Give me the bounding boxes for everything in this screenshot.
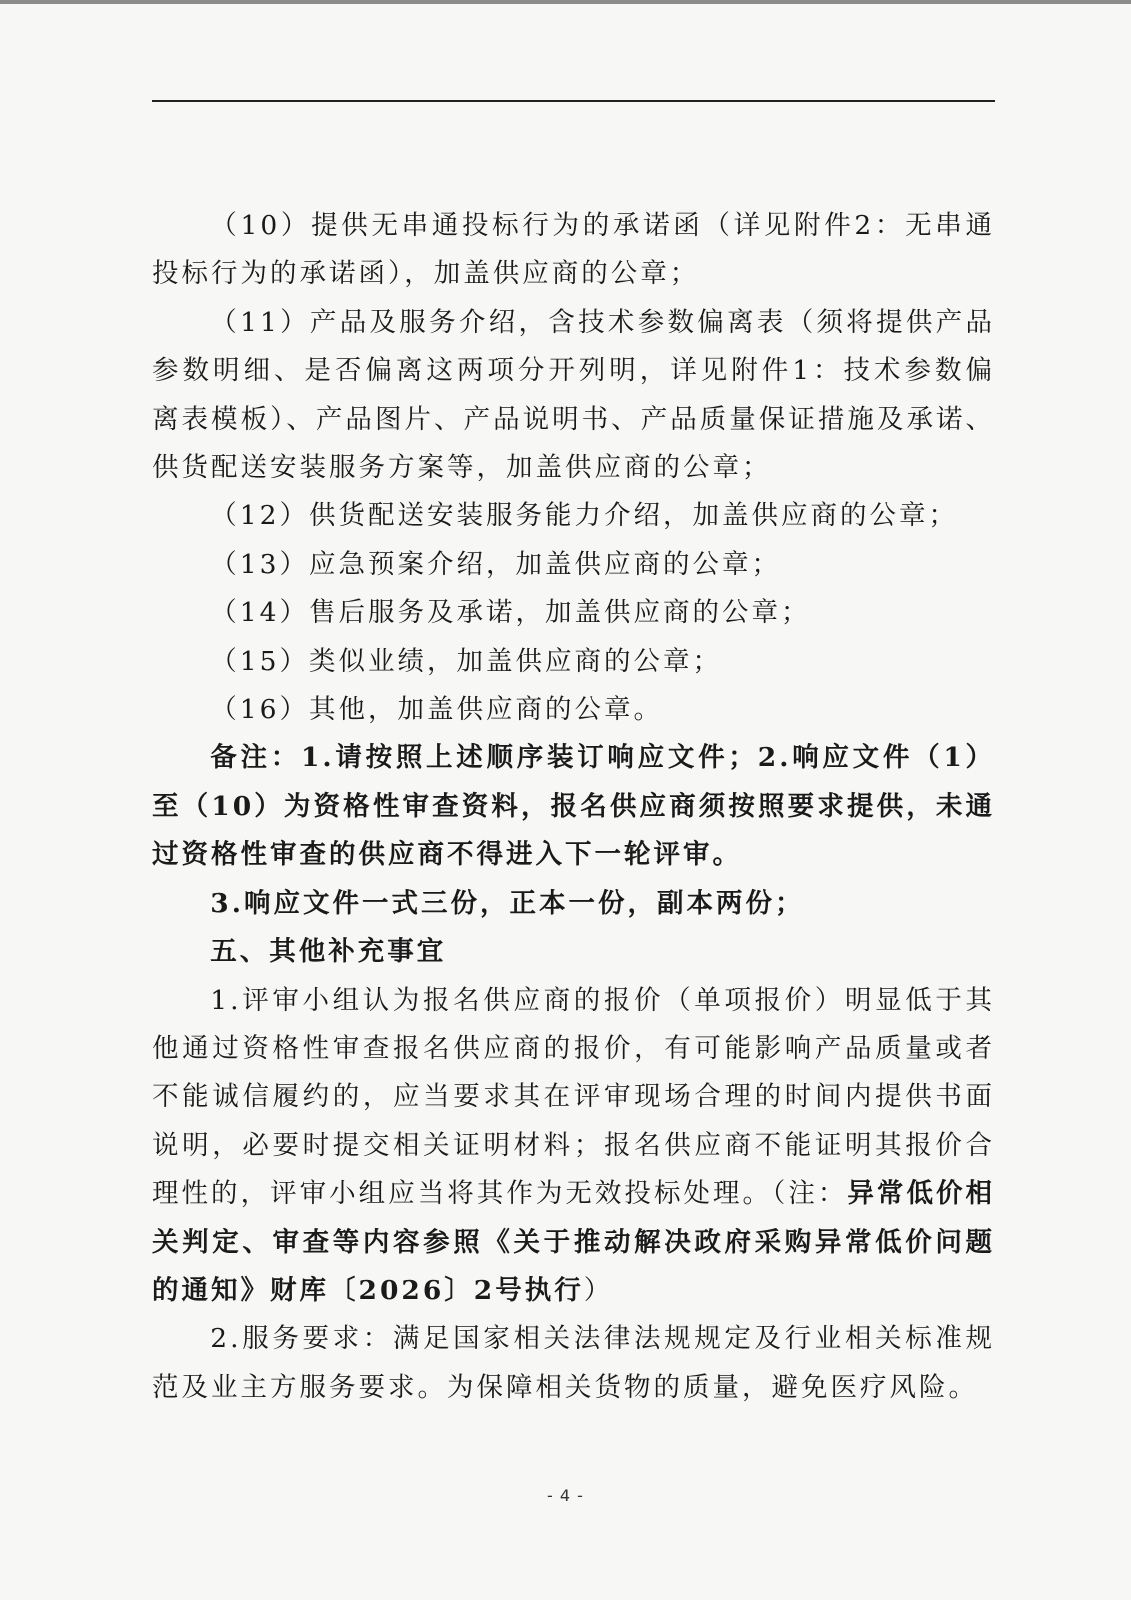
header-rule <box>152 100 995 102</box>
item-12: （12）供货配送安装服务能力介绍，加盖供应商的公章； <box>210 500 959 532</box>
note-ordering: 备注：1.请按照上述顺序装订响应文件；2.响应文件（1）至（10）为资格性审查资料，报名供应商须按照要求提供，未通过资格性审查的供应商不得进入下一轮评审。 <box>152 742 995 871</box>
section-heading: 五、其他补充事宜 <box>210 936 447 968</box>
paragraph-1-bold-note: 异常低价相关判定、审查等内容参照《关于推动解决政府采购异常低价问题的通知》财库〔2026〕2号执行 <box>152 1178 996 1306</box>
item-10: （10）提供无串通投标行为的承诺函（详见附件2：无串通投标行为的承诺函），加盖供应商的公章； <box>152 210 995 290</box>
item-15: （15）类似业绩，加盖供应商的公章； <box>210 645 723 677</box>
section-paragraph-2: 2.服务要求：满足国家相关法律法规规定及行业相关标准规范及业主方服务要求。为保障相关货物的质量，避免医疗风险。 <box>152 1323 995 1403</box>
item-16: （16）其他，加盖供应商的公章。 <box>210 694 664 726</box>
section-paragraph-1 <box>152 977 995 1316</box>
paragraph-1-tail: ） <box>583 1274 614 1306</box>
page-number: - 4 - <box>547 1486 584 1505</box>
note-copies: 3.响应文件一式三份，正本一份，副本两份； <box>210 887 805 919</box>
paragraph-1-text: 1.评审小组认为报名供应商的报价（单项报价）明显低于其他通过资格性审查报名供应商的报价，有可能影响产品质量或者不能诚信履约的，应当要求其在评审现场合理的时间内提供书面说明，必要时提交相关证明材料；报名供应商不能证明其报价合理性的，评审小组应当将其作为无效投标处理。（注： <box>152 984 995 1210</box>
scan-top-edge <box>0 0 1131 4</box>
document-body <box>152 202 995 1412</box>
item-14: （14）售后服务及承诺，加盖供应商的公章； <box>210 597 811 629</box>
item-13: （13）应急预案介绍，加盖供应商的公章； <box>210 548 782 580</box>
item-11: （11）产品及服务介绍，含技术参数偏离表（须将提供产品参数明细、是否偏离这两项分开列明，详见附件1：技术参数偏离表模板）、产品图片、产品说明书、产品质量保证措施及承诺、供货配送安装服务方案等，加盖供应商的公章； <box>152 306 995 484</box>
